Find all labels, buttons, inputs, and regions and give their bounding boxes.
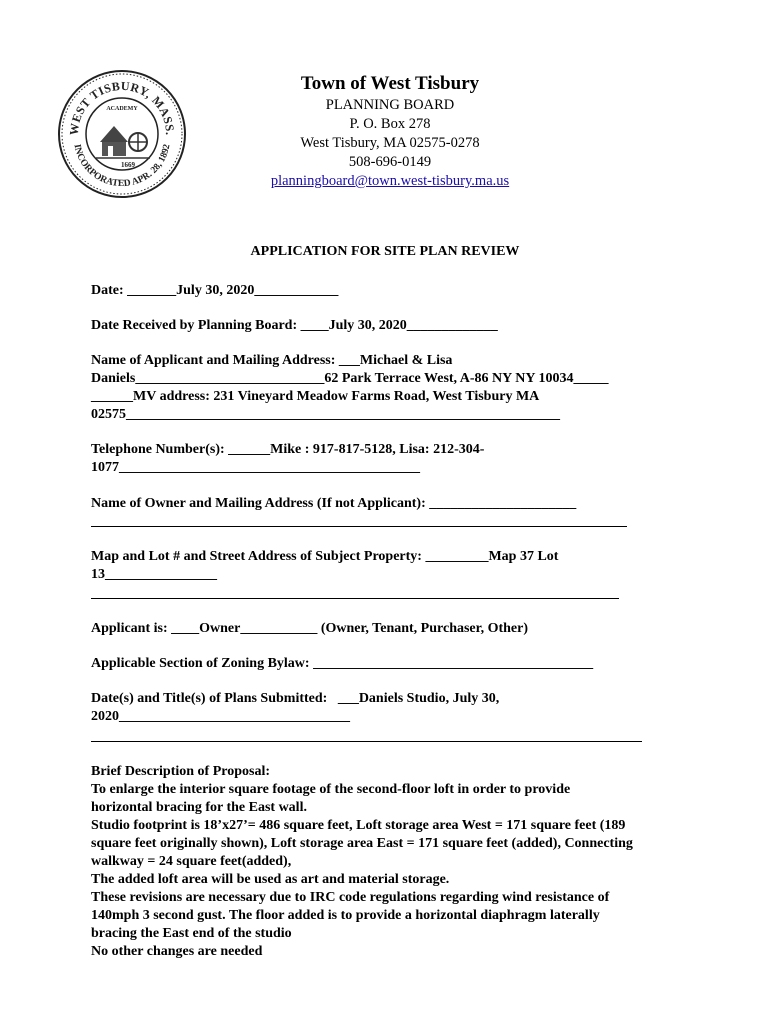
seal-year: 1669 bbox=[121, 161, 135, 169]
po-box: P. O. Box 278 bbox=[349, 116, 431, 132]
map-blank-line bbox=[91, 598, 619, 599]
applicant-line-4: 02575______________________________________________________________ bbox=[91, 407, 560, 422]
plans-line-1: Date(s) and Title(s) of Plans Submitted: ___Daniels Studio, July 30, bbox=[91, 691, 500, 706]
applicant-line-3: ______MV address: 231 Vineyard Meadow Farms Road, West Tisbury MA bbox=[91, 389, 540, 404]
map-line-1: Map and Lot # and Street Address of Subject Property: _________Map 37 Lot bbox=[91, 549, 559, 564]
zoning-field: Applicable Section of Zoning Bylaw: ________________________________________ bbox=[91, 656, 594, 671]
plans-line-2: 2020_________________________________ bbox=[91, 709, 350, 724]
seal-academy: ACADEMY bbox=[106, 106, 138, 112]
description-line: bracing the East end of the studio bbox=[91, 926, 292, 941]
description-line: No other changes are needed bbox=[91, 944, 263, 959]
description-line: walkway = 24 square feet(added), bbox=[91, 854, 292, 869]
phone-number: 508-696-0149 bbox=[348, 154, 432, 170]
description-line: The added loft area will be used as art and material storage. bbox=[91, 872, 450, 887]
seal-text-bottom: INCORPORATED APR. 28, 1892 bbox=[71, 143, 173, 190]
map-line-2: 13________________ bbox=[91, 567, 217, 582]
description-line: To enlarge the interior square footage of the second-floor loft in order to provide bbox=[91, 782, 571, 797]
applicant-is-field: Applicant is: ____Owner___________ (Owner, Tenant, Purchaser, Other) bbox=[91, 621, 528, 636]
owner-blank-line bbox=[91, 526, 627, 527]
seal-text-top: WEST TISBURY, MASS. bbox=[66, 78, 178, 136]
phone-line-2: 1077___________________________________________ bbox=[91, 460, 420, 475]
email-link[interactable]: planningboard@town.west-tisbury.ma.us bbox=[270, 173, 510, 189]
town-seal bbox=[56, 68, 188, 200]
description-heading: Brief Description of Proposal: bbox=[91, 764, 270, 779]
date-field: Date: _______July 30, 2020____________ bbox=[91, 283, 339, 298]
description-line: Studio footprint is 18’x27’= 486 square feet, Loft storage area West = 171 square feet (189 bbox=[91, 818, 626, 833]
description-line: square feet originally shown), Loft storage area East = 171 square feet (added), Connecting bbox=[91, 836, 633, 851]
description-line: horizontal bracing for the East wall. bbox=[91, 800, 307, 815]
board-name: PLANNING BOARD bbox=[325, 97, 455, 113]
phone-line-1: Telephone Number(s): ______Mike : 917-817-5128, Lisa: 212-304- bbox=[91, 442, 485, 457]
applicant-line-2: Daniels___________________________62 Park Terrace West, A-86 NY NY 10034_____ bbox=[91, 371, 609, 386]
owner-field: Name of Owner and Mailing Address (If not Applicant): _____________________ bbox=[91, 496, 577, 511]
description-line: 140mph 3 second gust. The floor added is to provide a horizontal diaphragm laterally bbox=[91, 908, 600, 923]
applicant-line-1: Name of Applicant and Mailing Address: ___Michael & Lisa bbox=[91, 353, 453, 368]
city-address: West Tisbury, MA 02575-0278 bbox=[300, 135, 480, 151]
plans-blank-line bbox=[91, 741, 642, 742]
form-heading: APPLICATION FOR SITE PLAN REVIEW bbox=[250, 244, 520, 259]
letterhead bbox=[230, 72, 550, 191]
description-line: These revisions are necessary due to IRC code regulations regarding wind resistance of bbox=[91, 890, 610, 905]
date-received-field: Date Received by Planning Board: ____July 30, 2020_____________ bbox=[91, 318, 498, 333]
town-name: Town of West Tisbury bbox=[300, 73, 480, 94]
